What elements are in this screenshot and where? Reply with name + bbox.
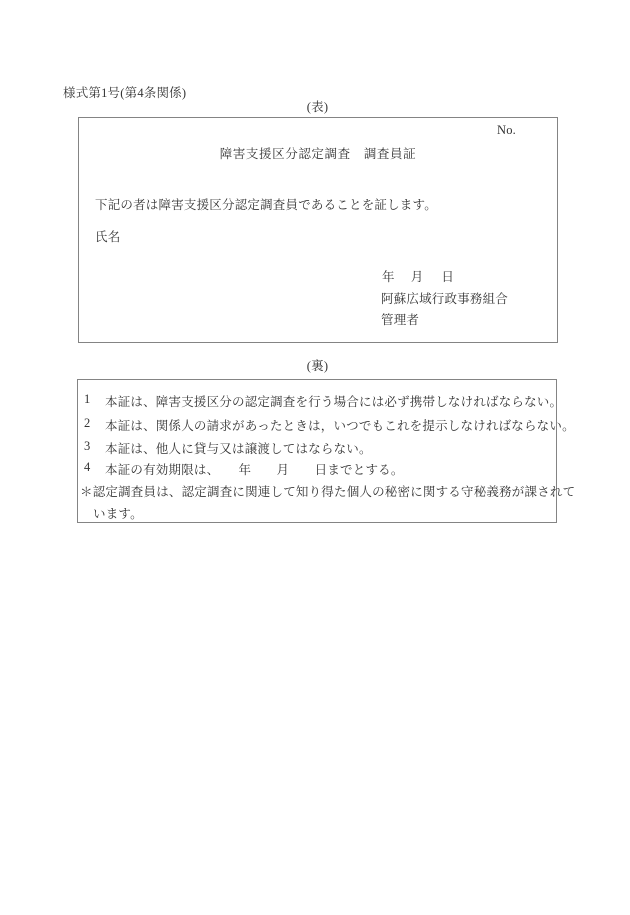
rule-text: 本証の有効期限は、 年 月 日までとする。 (105, 463, 404, 477)
rule-text: 本証は、障害支援区分の認定調査を行う場合には必ず携帯しなければならない。 (105, 395, 563, 409)
rule-item (84, 392, 562, 410)
rule-item (84, 460, 404, 478)
rule-number: 3 (84, 439, 91, 453)
certificate-no-label: No. (497, 123, 517, 137)
rule-number: 4 (84, 460, 91, 474)
name-field-label: 氏名 (95, 230, 121, 244)
certificate-title: 障害支援区分認定調査 調査員証 (219, 147, 417, 161)
rule-item (84, 416, 575, 434)
organization-name: 阿蘇広域行政事務組合 (381, 292, 509, 306)
form-number-label: 様式第1号(第4条関係) (63, 86, 187, 100)
administrator-label: 管理者 (381, 313, 420, 327)
day-label: 日 (441, 270, 455, 284)
rule-text: 本証は、関係人の請求があったときは，いつでもこれを提示しなければならない。 (105, 419, 575, 433)
confidentiality-note (80, 482, 575, 500)
certification-statement: 下記の者は障害支援区分認定調査員であることを証します。 (95, 198, 437, 212)
rule-item (84, 439, 372, 457)
certificate-front-card (78, 117, 558, 343)
asterisk-marker: ＊ (80, 485, 93, 499)
rule-number: 1 (84, 392, 91, 406)
front-side-label: (表) (306, 100, 329, 114)
note-text-line1: 認定調査員は、認定調査に関連して知り得た個人の秘密に関する守秘義務が課されて (92, 485, 576, 499)
issue-date-line (382, 267, 454, 285)
note-text-line2: います。 (93, 507, 143, 521)
year-label: 年 (382, 270, 395, 284)
certificate-back-card (77, 379, 576, 523)
month-label: 月 (410, 270, 424, 284)
rule-text: 本証は、他人に貸与又は譲渡してはならない。 (105, 442, 372, 456)
rule-number: 2 (84, 416, 91, 430)
back-side-label: (裏) (306, 359, 329, 373)
